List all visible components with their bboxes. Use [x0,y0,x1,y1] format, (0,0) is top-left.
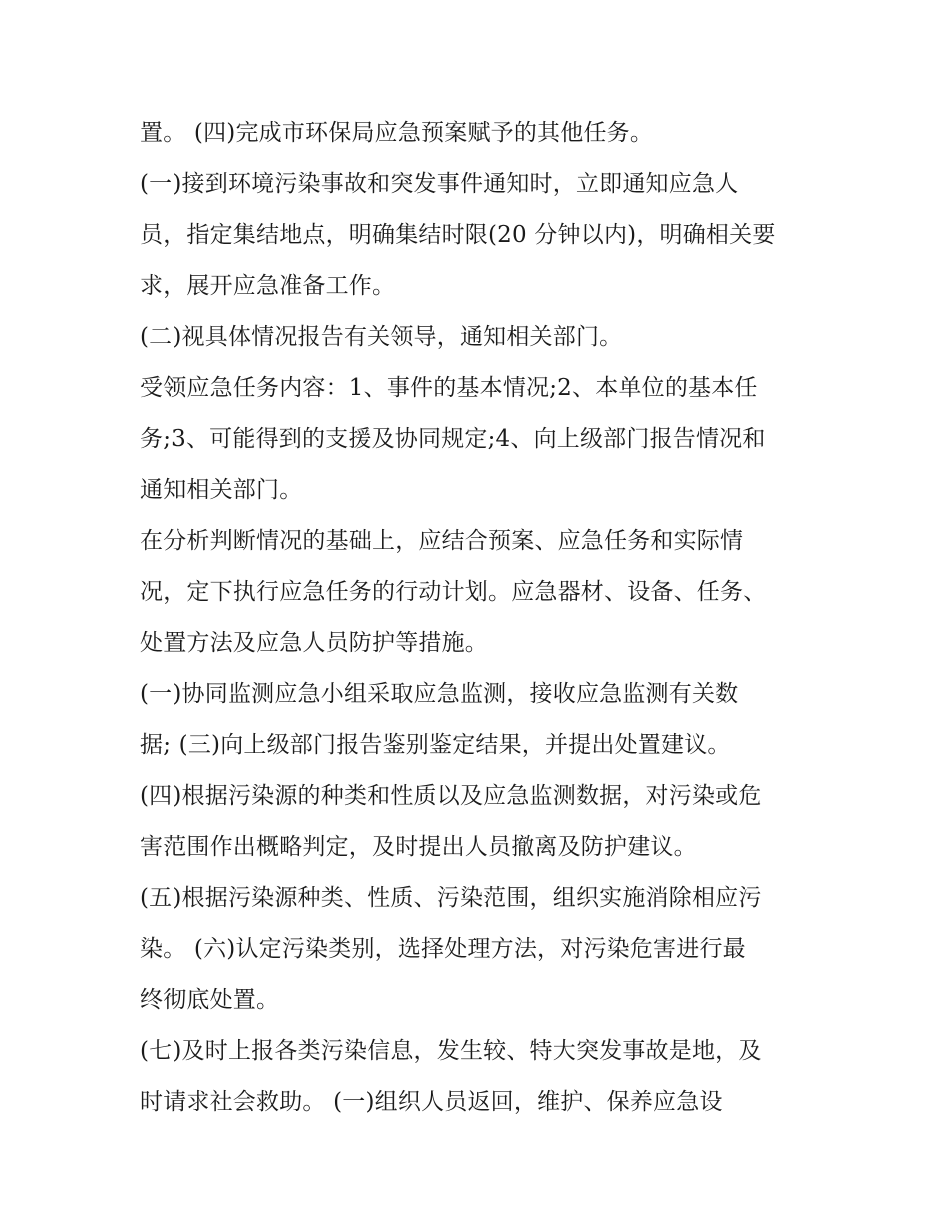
text-line: 求，展开应急准备工作。 [140,273,396,299]
text-line: 时请求社会救助。 (一)组织人员返回，维护、保养应急设 [140,1089,723,1115]
text-line: 置。 (四)完成市环保局应急预案赋予的其他任务。 [140,120,654,146]
document-body [140,108,820,1128]
text-line: (五)根据污染源种类、性质、污染范围，组织实施消除相应污 [140,885,762,911]
text-line: 终彻底处置。 [140,987,280,1013]
text-line: 况，定下执行应急任务的行动计划。应急器材、设备、任务、 [140,579,767,605]
text-line: 受领应急任务内容：1、事件的基本情况;2、本单位的基本任 [140,375,758,401]
text-line: 据; (三)向上级部门报告鉴别鉴定结果，并提出处置建议。 [140,732,731,758]
text-line: 通知相关部门。 [140,477,303,503]
text-line: 染。 (六)认定污染类别，选择处理方法，对污染危害进行最 [140,936,746,962]
text-line: 务;3、可能得到的支援及协同规定;4、向上级部门报告情况和 [140,426,766,452]
text-line: (二)视具体情况报告有关领导，通知相关部门。 [140,324,623,350]
text-line: 害范围作出概略判定，及时提出人员撤离及防护建议。 [140,834,697,860]
text-line: (七)及时上报各类污染信息，发生较、特大突发事故是地，及 [140,1038,762,1064]
text-line: 员，指定集结地点，明确集结时限(20 分钟以内)，明确相关要 [140,222,776,248]
text-line: 处置方法及应急人员防护等措施。 [140,630,488,656]
text-line: (一)协同监测应急小组采取应急监测，接收应急监测有关数 [140,681,739,707]
text-line: (一)接到环境污染事故和突发事件通知时，立即通知应急人 [140,171,739,197]
text-line: (四)根据污染源的种类和性质以及应急监测数据，对污染或危 [140,783,762,809]
text-line: 在分析判断情况的基础上，应结合预案、应急任务和实际情 [140,528,744,554]
